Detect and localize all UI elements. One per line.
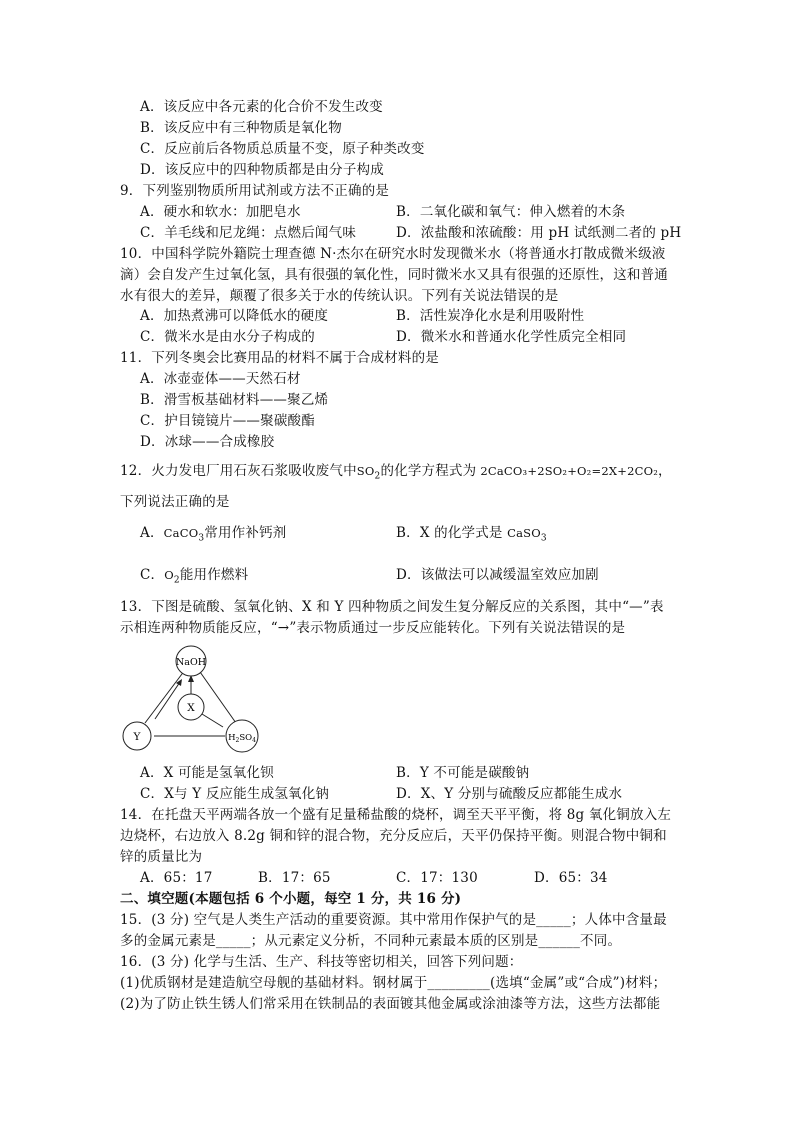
h2so4-so: SO: [239, 733, 253, 743]
edge-x-h2so4: [202, 714, 223, 727]
q14-stem-line1: 14．在托盘天平两端各放一个盛有足量稀盐酸的烧杯，调至天平平衡，将 8g 氧化铜放入左: [120, 807, 672, 823]
q12-c-prefix: C．: [140, 567, 165, 583]
q10-stem-line1: 10．中国科学院外籍院士理查德 N·杰尔在研究水时发现微米水（将普通水打散成微米级液: [120, 246, 666, 262]
q12-stem-mid: 的化学方程式为: [380, 463, 477, 479]
q16-stem-line2: (1)优质钢材是建造航空母舰的基础材料。钢材属于_________(选填“金属”或“合成”)材料；: [120, 975, 667, 991]
q12-option-c: [140, 565, 248, 585]
section-2-title: 二、填空题(本题包括 6 个小题，每空 1 分，共 16 分): [120, 891, 462, 907]
q11-option-d: D．冰球——合成橡胶: [140, 434, 275, 450]
q12-b-formula: CaSO: [507, 526, 541, 540]
q12-c-formula: O: [164, 568, 174, 582]
q10-option-b: B．活性炭净化水是利用吸附性: [396, 308, 585, 324]
q12-a-prefix: A．: [140, 525, 164, 541]
q11-option-a: A．冰壶壶体——天然石材: [140, 371, 301, 387]
h2so4-sub1: 2: [235, 737, 240, 744]
q10-option-a: A．加热煮沸可以降低水的硬度: [140, 308, 329, 324]
q13-stem-line2: 示相连两种物质能反应，“→”表示物质通过一步反应能转化。下列有关说法错误的是: [120, 620, 626, 636]
q10-option-c: C．微米水是由水分子构成的: [140, 329, 315, 345]
node-naoh-label: NaOH: [175, 657, 207, 668]
q13-stem-line1: 13．下图是硫酸、氢氧化钠、X 和 Y 四种物质之间发生复分解反应的关系图，其中“—”表: [120, 599, 664, 615]
q12-option-d: D．该做法可以减缓温室效应加剧: [396, 567, 599, 583]
q12-c-text: 能用作燃料: [179, 567, 249, 583]
q12-c-sub: 2: [173, 575, 180, 586]
q11-option-b: B．滑雪板基础材料——聚乙烯: [140, 392, 329, 408]
node-y-label: Y: [133, 731, 141, 743]
q12-option-a: [140, 523, 286, 543]
arrow-y-naoh: [155, 682, 180, 719]
q11-stem: 11．下列冬奥会比赛用品的材料不属于合成材料的是: [120, 350, 439, 366]
q10-stem-line3: 水有很大的差异，颠覆了很多关于水的传统认识。下列有关说法错误的是: [120, 288, 559, 304]
q13-option-c: C．X与 Y 反应能生成氢氧化钠: [140, 786, 330, 802]
q9-option-b: B．二氧化碳和氧气：伸入燃着的木条: [396, 204, 626, 220]
q14-stem-line3: 锌的质量比为: [120, 849, 203, 865]
node-x-label: X: [187, 702, 195, 714]
q15-stem-line2: 多的金属元素是_____；从元素定义分析，不同种元素最本质的区别是______不同。: [120, 933, 622, 949]
q12-so2-sub: 2: [374, 471, 381, 482]
q13-option-d: D．X、Y 分别与硫酸反应都能生成水: [396, 786, 623, 802]
q12-stem-line2: 下列说法正确的是: [120, 494, 230, 510]
h2so4-h: H: [228, 733, 236, 743]
q12-a-text: 常用作补钙剂: [204, 525, 287, 541]
q9-option-d: D．浓盐酸和浓硫酸：用 pH 试纸测二者的 pH: [396, 225, 682, 241]
q9-stem: 9．下列鉴别物质所用试剂或方法不正确的是: [120, 183, 390, 199]
q12-stem-pre: 12．火力发电厂用石灰石浆吸收废气中: [120, 463, 357, 479]
q15-stem-line1: 15．(3 分) 空气是人类生产活动的重要资源。其中常用作保护气的是_____；人体中含量最: [120, 912, 667, 928]
q12-so2: SO: [356, 464, 375, 478]
q10-option-d: D．微米水和普通水化学性质完全相同: [396, 329, 627, 345]
q12-equation: 2CaCO₃+2SO₂+O₂=2X+2CO₂: [480, 464, 659, 478]
q14-option-b: B．17：65: [258, 870, 331, 886]
q8-option-c: C．反应前后各物质总质量不变，原子种类改变: [140, 141, 425, 157]
h2so4-sub2: 4: [252, 737, 256, 744]
q14-option-c: C．17：130: [396, 870, 478, 886]
q8-option-a: A．该反应中各元素的化合价不发生改变: [140, 99, 383, 115]
q16-stem-line1: 16．(3 分) 化学与生活、生产、科技等密切相关，回答下列问题：: [120, 954, 523, 970]
q11-option-c: C．护目镜镜片——聚碳酸酯: [140, 413, 315, 429]
q13-option-a: A．X 可能是氢氧化钡: [140, 765, 274, 781]
q9-option-a: A．硬水和软水：加肥皂水: [140, 204, 301, 220]
q14-option-d: D．65：34: [534, 870, 608, 886]
q8-option-b: B．该反应中有三种物质是氧化物: [140, 120, 342, 136]
q9-option-c: C．羊毛线和尼龙绳：点燃后闻气味: [140, 225, 357, 241]
q13-option-b: B．Y 不可能是碳酸钠: [396, 765, 530, 781]
q13-relation-diagram: [112, 643, 272, 755]
q14-stem-line2: 边烧杯，右边放入 8.2g 铜和锌的混合物，充分反应后，天平仍保持平衡。则混合物中铜和: [120, 828, 667, 844]
q10-stem-line2: 滴）会自发产生过氧化氢，具有很强的氧化性，同时微米水又具有很强的还原性，这和普通: [120, 267, 668, 283]
q12-b-prefix: B．X 的化学式是: [396, 525, 508, 541]
q14-option-a: A．65：17: [140, 870, 213, 886]
node-h2so4-label: [228, 733, 256, 744]
q8-option-d: D．该反应中的四种物质都是由分子构成: [140, 162, 384, 178]
q12-b-sub: 3: [540, 533, 547, 544]
q12-a-sub: 3: [198, 533, 205, 544]
q12-stem-line1: [120, 461, 672, 481]
q12-stem-post: ，: [658, 463, 672, 479]
q12-a-formula: CaCO: [163, 526, 199, 540]
q16-stem-line3: (2)为了防止铁生锈人们常采用在铁制品的表面镀其他金属或涂油漆等方法，这些方法都能: [120, 996, 661, 1012]
q12-option-b: [396, 523, 547, 543]
